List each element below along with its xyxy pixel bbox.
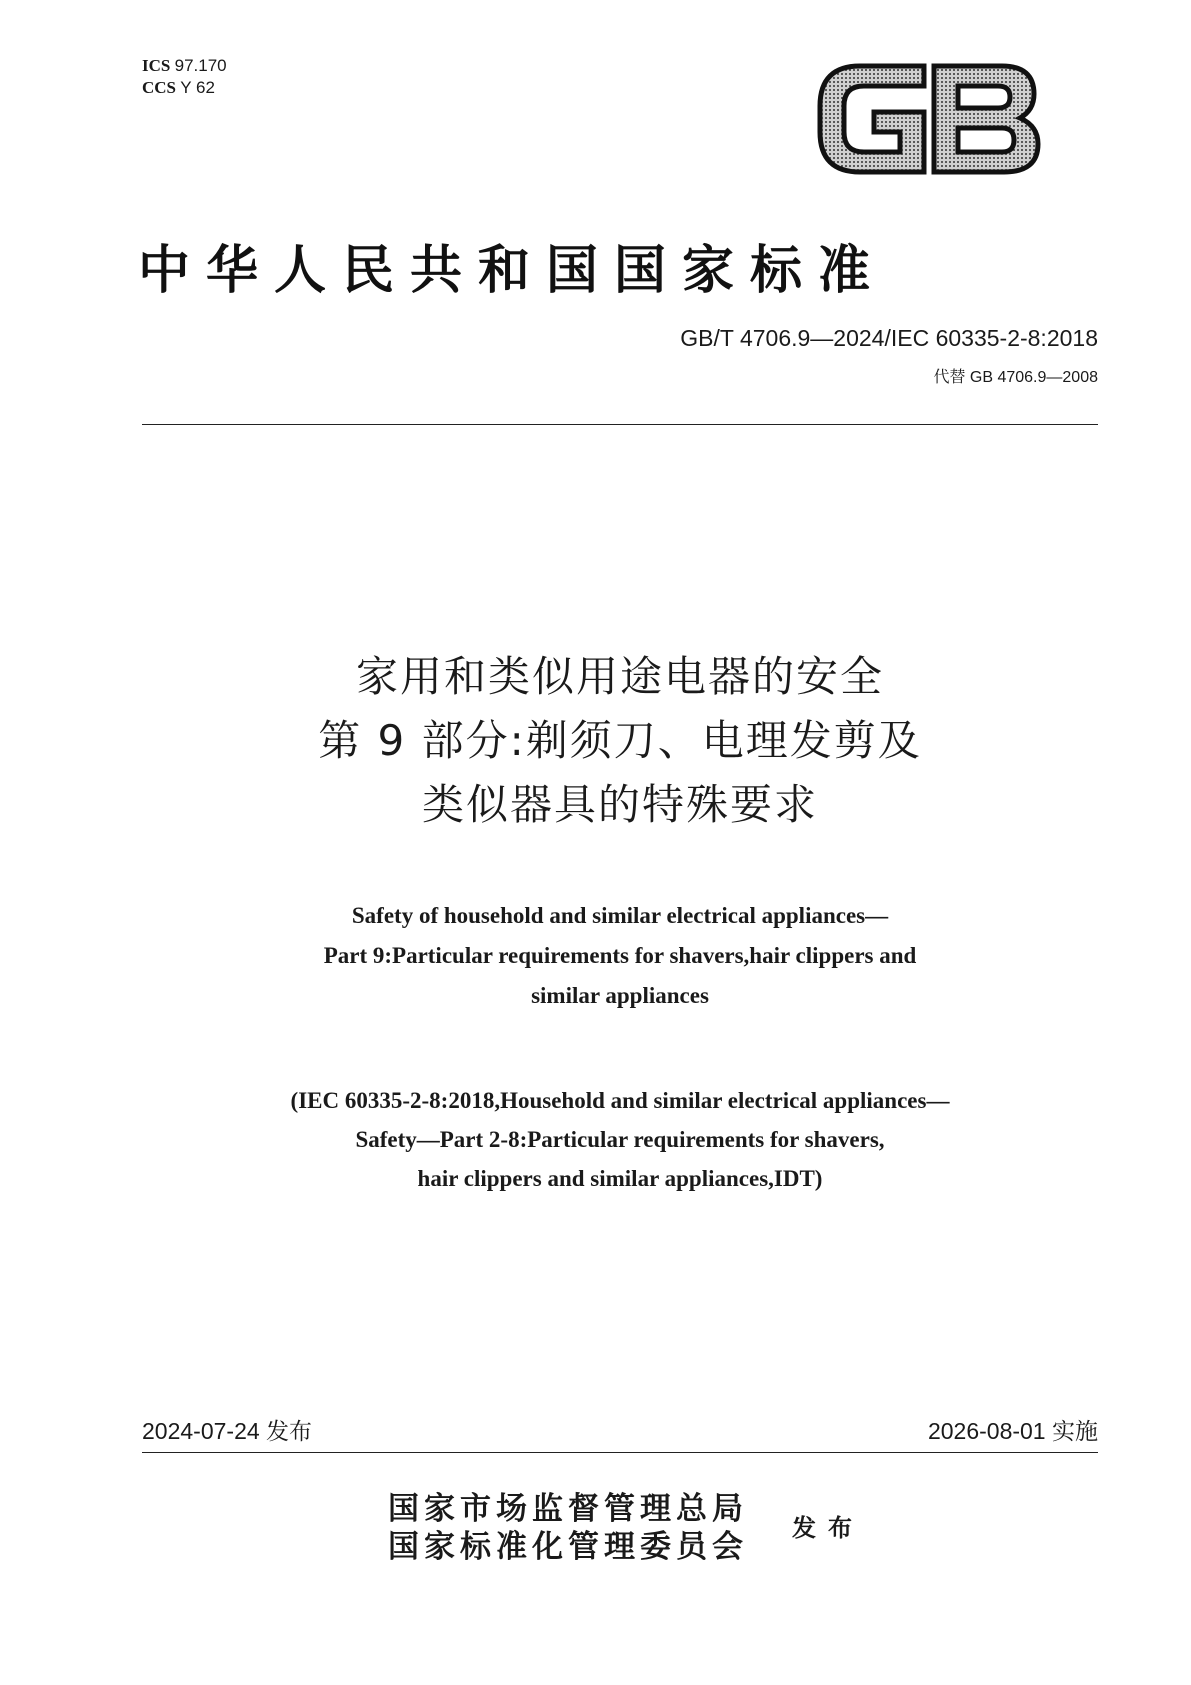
iec-reference bbox=[142, 1081, 1098, 1198]
chinese-title-line-3: 类似器具的特殊要求 bbox=[421, 780, 818, 829]
iec-reference-line-3: hair clippers and similar appliances,IDT) bbox=[417, 1166, 823, 1191]
top-divider bbox=[142, 424, 1098, 425]
chinese-title-line-1: 家用和类似用途电器的安全 bbox=[355, 652, 884, 701]
issuer-samr: 国家市场监督管理总局 bbox=[388, 1491, 748, 1527]
ics-code bbox=[142, 55, 227, 77]
ics-value: 97.170 bbox=[174, 56, 227, 75]
ics-label: ICS bbox=[142, 56, 171, 75]
ccs-code bbox=[142, 77, 227, 99]
standard-number: GB/T 4706.9—2024/IEC 60335-2-8:2018 bbox=[680, 325, 1098, 351]
english-title-line-2: Part 9:Particular requirements for shavers,hair clippers and bbox=[323, 943, 917, 968]
issue-verb: 发布 bbox=[792, 1513, 864, 1542]
iec-reference-line-2: Safety—Part 2-8:Particular requirements for shavers, bbox=[355, 1127, 885, 1152]
standard-type-title: 中华人民共和国国家标准 bbox=[138, 240, 887, 301]
replaces-note: 代替 GB 4706.9—2008 bbox=[933, 369, 1098, 386]
english-title-line-3: similar appliances bbox=[531, 983, 709, 1008]
publication-date: 2024-07-24 发布 bbox=[142, 1418, 313, 1444]
iec-reference-line-1: (IEC 60335-2-8:2018,Household and similar electrical appliances— bbox=[290, 1088, 950, 1113]
chinese-title bbox=[142, 645, 1098, 837]
ccs-value: Y 62 bbox=[180, 78, 215, 97]
english-title-line-1: Safety of household and similar electrical appliances— bbox=[351, 903, 889, 928]
chinese-title-line-2: 第 9 部分:剃须刀、电理发剪及 bbox=[318, 716, 922, 765]
effective-date: 2026-08-01 实施 bbox=[927, 1418, 1098, 1444]
gb-logo-icon bbox=[812, 60, 1042, 178]
issuer-sac: 国家标准化管理委员会 bbox=[388, 1529, 748, 1565]
issuing-authorities bbox=[388, 1490, 748, 1566]
classification-codes bbox=[142, 55, 227, 99]
bottom-divider bbox=[142, 1452, 1098, 1453]
ccs-label: CCS bbox=[142, 78, 177, 97]
english-title bbox=[142, 896, 1098, 1016]
